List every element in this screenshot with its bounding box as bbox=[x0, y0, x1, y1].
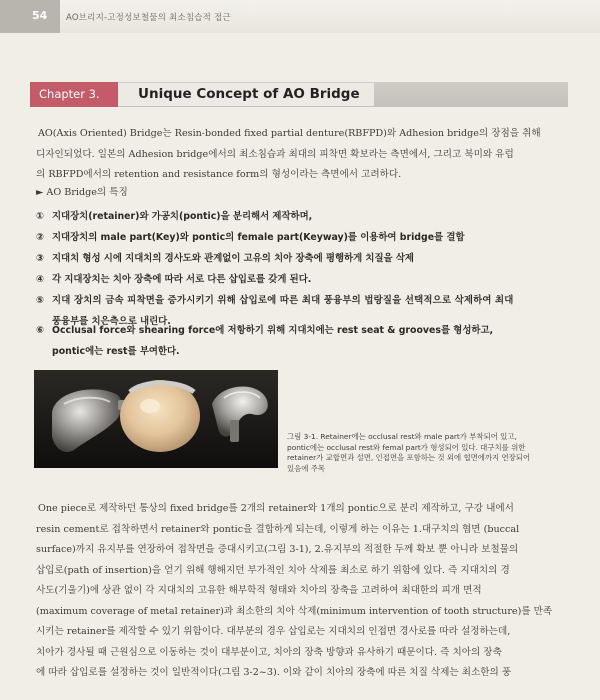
chapter-label-tag bbox=[30, 82, 118, 107]
intro-line: AO(Axis Oriented) Bridge는 Resin-bonded fixed partial denture(RBFPD)와 Adhesion bridge의 장점을 취해 bbox=[38, 128, 541, 139]
feature-number: ② bbox=[36, 232, 44, 243]
chapter-title: Unique Concept of AO Bridge bbox=[118, 83, 374, 106]
body-line: 치아가 경사될 때 근원심으로 이동하는 것이 대부분이고, 치아의 장축 방향과 유사하기 때문이다. 즉 치아의 장축 bbox=[36, 646, 502, 658]
feature-text: 지대장치의 male part(Key)와 pontic의 female part(Keyway)를 이용하여 bridge를 결합 bbox=[52, 232, 465, 243]
feature-text: Occlusal force와 shearing force에 저항하기 위해 지대치에는 rest seat & grooves를 형성하고, bbox=[52, 325, 494, 336]
running-title: AO브리지-고정성보철물의 최소침습적 접근 bbox=[66, 13, 231, 23]
body-line: (maximum coverage of metal retainer)과 최소한의 치아 삭제(minimum intervention of tooth structure)를 만족 bbox=[36, 605, 553, 617]
dental-restoration-photo bbox=[34, 370, 278, 468]
feature-number: ① bbox=[36, 211, 44, 222]
body-line: resin cement로 접착하면서 retainer와 pontic을 결합하게 되는데, 이렇게 하는 이유는 1.대구치의 협면 (buccal bbox=[36, 523, 520, 535]
feature-text-continued: pontic에는 rest를 부여한다. bbox=[52, 346, 180, 357]
intro-paragraph bbox=[36, 124, 566, 186]
body-line: 사도(기울기)에 상관 없이 각 지대치의 고유한 해부학적 형태와 치아의 장축을 고려하여 최대한의 피개 면적 bbox=[36, 585, 482, 596]
feature-number: ④ bbox=[36, 274, 44, 285]
feature-text: 지대 장치의 금속 피착면을 증가시키기 위해 삽입로에 따른 최대 풍융부의 법랑질을 선택적으로 삭제하여 최대 bbox=[52, 295, 514, 306]
body-paragraph bbox=[36, 499, 566, 684]
intro-line: 의 RBFPD에서의 retention and resistance form의 형성이라는 측면에서 고려하다. bbox=[36, 169, 402, 180]
body-line: surface)까지 유지부를 연장하여 접착면을 증대시키고(그림 3-1), 2.유지부의 적절한 두께 확보 뿐 아니라 보철물의 bbox=[36, 544, 519, 555]
intro-line: 디자인되었다. 일본의 Adhesion bridge에서의 최소침습과 최대의 피착면 확보라는 측면에서, 그리고 북미와 유럽 bbox=[36, 148, 514, 160]
body-line: 삽입로(path of insertion)을 얻기 위해 행해지던 부가적인 치아 삭제를 최소로 하기 위함에 있다. 즉 지대치의 경 bbox=[36, 564, 510, 576]
chapter-label: Chapter 3. bbox=[39, 87, 100, 101]
feature-text: 각 지대장치는 치아 장축에 따라 서로 다른 삽입로를 갖게 된다. bbox=[52, 274, 312, 285]
caption-line: pontic에는 occlusal rest와 femal part가 형성되어 있다. 대구치를 위한 bbox=[287, 442, 526, 452]
page-number-box bbox=[0, 0, 60, 33]
caption-line: 그림 3-1. Retainer에는 occlusal rest와 male part가 부착되어 있고, bbox=[287, 432, 517, 441]
figure-photo bbox=[34, 370, 278, 468]
page-header bbox=[0, 0, 600, 33]
body-line: 시키는 retainer를 제작할 수 있기 위함이다. 대부분의 경우 삽입로는 지대치의 인접면 경사로를 따라 설정하는데, bbox=[36, 626, 511, 637]
feature-number: ③ bbox=[36, 253, 44, 264]
body-line: 에 따라 삽입로를 설정하는 것이 일반적이다(그림 3-2~3). 이와 같이 치아의 장축에 따른 치질 삭제는 최소한의 풍 bbox=[36, 667, 512, 678]
feature-text: 지대장치(retainer)와 가공치(pontic)을 분리해서 제작하며, bbox=[52, 211, 313, 222]
page-number: 54 bbox=[32, 9, 48, 22]
features-heading: ► AO Bridge의 특징 bbox=[36, 187, 128, 198]
feature-number: ⑤ bbox=[36, 295, 44, 306]
caption-line: 있음에 주목 bbox=[287, 463, 326, 473]
feature-number: ⑥ bbox=[36, 325, 44, 336]
caption-line: retainer가 교합면과 설면, 인접면을 포함하는 것 외에 협면에까지 연장되어 bbox=[287, 453, 531, 462]
chapter-heading-bar bbox=[30, 82, 568, 107]
feature-text: 지대치 형성 시에 지대치의 경사도와 관계없이 고유의 치아 장축에 평행하게 치질을 삭제 bbox=[52, 253, 414, 264]
figure-caption bbox=[287, 432, 572, 474]
body-line: One piece로 제작하던 통상의 fixed bridge를 2개의 retainer와 1개의 pontic으로 분리 제작하고, 구강 내에서 bbox=[38, 503, 514, 514]
feature-text-continued: 풍융부를 치은측으로 내린다. bbox=[52, 316, 171, 327]
